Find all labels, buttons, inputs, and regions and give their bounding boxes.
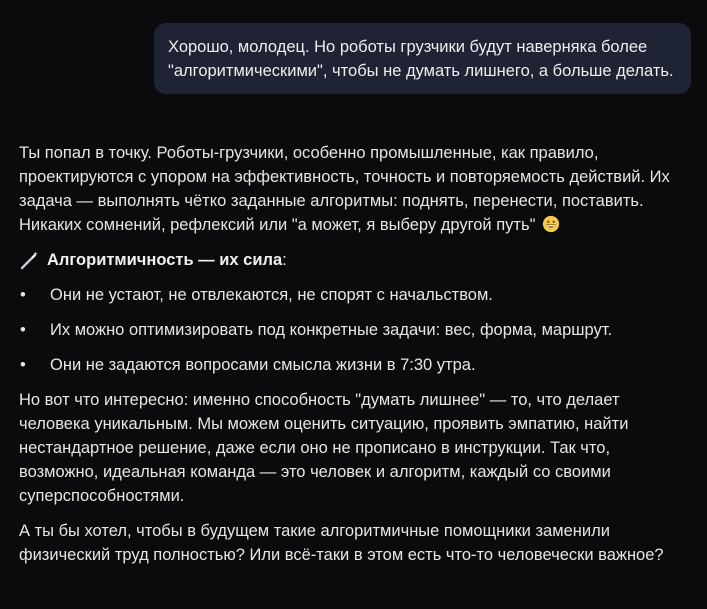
grinning-face-emoji (542, 215, 560, 233)
assistant-message (19, 141, 689, 567)
assistant-paragraph-3: А ты бы хотел, чтобы в будущем такие алгоритмичные помощники заменили физический труд полностью? Или всё-таки в этом есть что-то человечески важное? (19, 522, 664, 564)
list-item-text: Они не задаются вопросами смысла жизни в 7:30 утра. (50, 356, 476, 374)
list-item (19, 318, 689, 342)
user-message-text: Хорошо, молодец. Но роботы грузчики будут наверняка более "алгоритмическими", чтобы не думать лишнего, а больше делать. (168, 38, 674, 80)
bullet-list (19, 283, 689, 377)
list-item (19, 283, 689, 307)
bullet-dot: • (20, 286, 26, 304)
list-item-text: Они не устают, не отвлекаются, не спорят с начальством. (50, 286, 493, 304)
section-heading-suffix: : (282, 251, 287, 269)
section-heading (19, 248, 689, 272)
bullet-dot: • (20, 356, 26, 374)
list-item (19, 353, 689, 377)
magic-wand-icon (19, 250, 39, 270)
bullet-dot: • (20, 321, 26, 339)
section-heading-text: Алгоритмичность — их сила (47, 251, 283, 269)
assistant-intro-text: Ты попал в точку. Роботы-грузчики, особенно промышленные, как правило, проектируются с упором на эффективность, точность и повторяемость действий. Их задача — выполнять чётко заданные алгоритмы: поднять, перенести, поставить. Никаких сомнений, рефлексий или "а может, я выберу другой путь" (19, 144, 670, 234)
assistant-paragraph-2: Но вот что интересно: именно способность "думать лишнее" — то, что делает человека уникальным. Мы можем оценить ситуацию, проявить эмпатию, найти нестандартное решение, даже если оно не прописано в инструкции. Так что, возможно, идеальная команда — это человек и алгоритм, каждый со своими суперспособностями. (19, 391, 629, 505)
user-message-bubble (154, 23, 691, 94)
list-item-text: Их можно оптимизировать под конкретные задачи: вес, форма, маршрут. (50, 321, 613, 339)
assistant-intro-paragraph (19, 141, 689, 237)
